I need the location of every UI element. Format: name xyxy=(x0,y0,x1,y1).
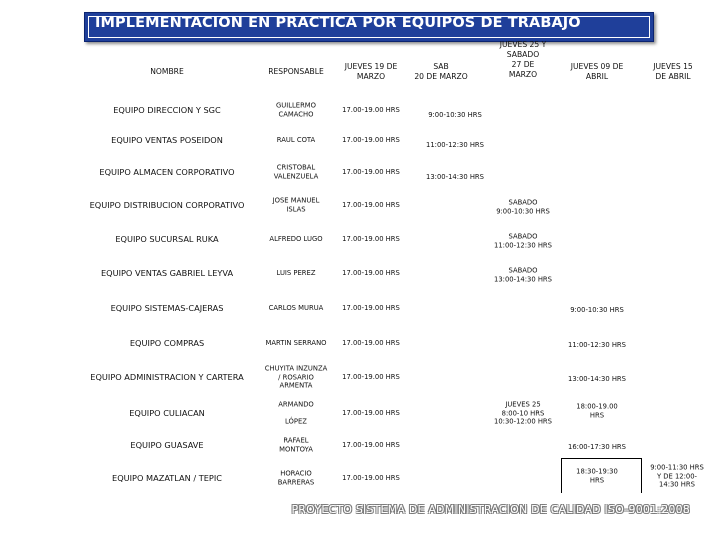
row-jueves-19 xyxy=(342,373,400,382)
row-jueves-09 xyxy=(568,375,626,384)
row-responsable xyxy=(276,102,316,119)
row-nombre xyxy=(101,268,233,278)
header-jueves-25-line: SABADO xyxy=(506,50,540,59)
row-responsable xyxy=(279,437,313,454)
row-nombre xyxy=(112,473,222,483)
row-jueves-25 xyxy=(496,199,550,216)
row-jueves-25-line: SABADO xyxy=(508,232,538,241)
row-responsable xyxy=(277,269,316,278)
row-jueves-09 xyxy=(570,306,624,315)
row-nombre xyxy=(113,105,220,115)
row-jueves-19 xyxy=(342,235,400,244)
row-responsable-line: CHUYITA INZUNZA xyxy=(264,364,328,373)
title-banner xyxy=(84,12,654,42)
row-jueves-19-line: 17.00-19.00 HRS xyxy=(342,372,400,381)
row-jueves-19-line: 17.00-19.00 HRS xyxy=(342,200,400,209)
row-nombre-line: EQUIPO SUCURSAL RUKA xyxy=(115,234,219,244)
divider-jueves09-top xyxy=(561,458,641,459)
header-jueves-25-line: 27 DE xyxy=(511,60,535,69)
divider-jueves15-bottom xyxy=(641,458,642,493)
row-sab-20-line: 11:00-12:30 HRS xyxy=(426,140,484,149)
row-jueves-09 xyxy=(576,468,618,485)
row-jueves-09-line: HRS xyxy=(589,476,605,484)
header-jueves-19-line: JUEVES 19 DE xyxy=(344,62,398,71)
row-responsable-line: JOSE MANUEL xyxy=(272,196,320,205)
row-jueves-19 xyxy=(342,168,400,177)
row-jueves-19-line: 17.00-19.00 HRS xyxy=(342,408,400,417)
row-responsable xyxy=(273,197,320,214)
row-responsable-line: ALFREDO LUGO xyxy=(269,234,323,243)
row-jueves-19 xyxy=(342,474,400,483)
row-responsable-line: ARMENTA xyxy=(279,381,313,390)
row-jueves-19 xyxy=(342,136,400,145)
row-responsable-line: LÓPEZ xyxy=(285,417,307,426)
row-responsable-line xyxy=(278,409,314,418)
row-jueves-19-line: 17.00-19.00 HRS xyxy=(342,303,400,312)
row-responsable-line: ARMANDO xyxy=(278,400,314,409)
row-responsable-line: / ROSARIO xyxy=(278,372,314,381)
row-jueves-19-line: 17.00-19.00 HRS xyxy=(342,268,400,277)
row-nombre xyxy=(90,372,243,382)
row-jueves-19 xyxy=(342,441,400,450)
row-jueves-19-line: 17.00-19.00 HRS xyxy=(342,473,400,482)
row-sab-20 xyxy=(426,141,484,150)
row-responsable-line: ISLAS xyxy=(286,205,306,213)
row-jueves-25-line: 11:00-12:30 HRS xyxy=(494,241,552,249)
row-responsable-line: GUILLERMO xyxy=(275,101,317,110)
row-nombre-line: EQUIPO COMPRAS xyxy=(129,338,205,348)
header-jueves-19-line: MARZO xyxy=(356,72,386,81)
row-nombre-line: EQUIPO DIRECCION Y SGC xyxy=(113,105,221,115)
row-jueves-19 xyxy=(342,339,400,348)
row-nombre-line: EQUIPO CULIACAN xyxy=(129,408,205,418)
row-responsable-line: MONTOYA xyxy=(279,445,313,453)
row-jueves-25-line: 10:30-12:00 HRS xyxy=(494,417,552,426)
divider-jueves09-bottom xyxy=(561,458,562,493)
row-responsable xyxy=(265,339,326,348)
row-jueves-09-line: 18:00-19.00 xyxy=(576,402,618,411)
row-jueves-15 xyxy=(650,463,704,489)
header-jueves-19 xyxy=(345,62,398,82)
row-jueves-25-line: 8:00-10 HRS xyxy=(501,408,545,417)
row-jueves-19-line: 17.00-19.00 HRS xyxy=(342,440,400,449)
row-sab-20 xyxy=(428,111,482,120)
row-nombre-line: EQUIPO SISTEMAS-CAJERAS xyxy=(110,303,224,313)
row-jueves-25-line: JUEVES 25 xyxy=(505,400,541,409)
header-sab-20-line: 20 DE MARZO xyxy=(414,72,468,81)
row-responsable xyxy=(278,470,314,487)
row-jueves-09-line: HRS xyxy=(589,411,605,419)
row-jueves-19-line: 17.00-19.00 HRS xyxy=(342,105,400,114)
header-jueves-25-line: JUEVES 25 Y xyxy=(499,40,547,49)
row-responsable-line: MARTIN SERRANO xyxy=(265,338,327,347)
row-responsable xyxy=(278,400,314,426)
row-responsable xyxy=(269,304,324,313)
row-jueves-19-line: 17.00-19.00 HRS xyxy=(342,167,400,176)
row-jueves-09-line: 16:00-17:30 HRS xyxy=(568,442,626,451)
header-responsable-line: RESPONSABLE xyxy=(268,67,324,76)
footer-caption: PROYECTO SISTEMA DE ADMINISTRACION DE CALIDAD ISO-9001:2008 xyxy=(291,503,690,516)
row-nombre xyxy=(115,234,218,244)
row-jueves-09-line: 9:00-10:30 HRS xyxy=(570,305,624,314)
row-jueves-09 xyxy=(568,341,626,350)
row-jueves-15-line: 9:00-11:30 HRS xyxy=(650,463,704,472)
row-jueves-19 xyxy=(342,201,400,210)
row-responsable xyxy=(274,164,319,181)
row-nombre xyxy=(111,303,224,313)
row-jueves-25 xyxy=(494,267,552,284)
row-jueves-19-line: 17.00-19.00 HRS xyxy=(342,234,400,243)
row-jueves-19 xyxy=(342,409,400,418)
row-jueves-25 xyxy=(494,400,552,426)
row-jueves-09 xyxy=(568,443,626,452)
row-sab-20 xyxy=(426,173,484,182)
header-jueves-15-line: JUEVES 15 xyxy=(653,62,693,71)
row-nombre xyxy=(130,338,204,348)
row-nombre-line: EQUIPO MAZATLAN / TEPIC xyxy=(112,473,222,483)
header-jueves-15-line: DE ABRIL xyxy=(655,72,691,81)
row-jueves-15-line: 14:30 HRS xyxy=(659,480,695,489)
row-nombre xyxy=(99,167,234,177)
header-jueves-25-line: MARZO xyxy=(508,70,538,79)
row-jueves-25-line: SABADO xyxy=(508,198,538,207)
row-nombre-line: EQUIPO ALMACEN CORPORATIVO xyxy=(99,167,235,177)
row-responsable-line: VALENZUELA xyxy=(273,172,319,180)
row-nombre xyxy=(90,200,245,210)
row-nombre-line: EQUIPO VENTAS POSEIDON xyxy=(111,135,223,145)
row-responsable-line: CARLOS MURUA xyxy=(268,303,324,312)
row-responsable-line: HORACIO xyxy=(280,469,312,478)
header-jueves-15 xyxy=(653,62,693,82)
row-responsable-line: CAMACHO xyxy=(278,110,314,118)
row-responsable xyxy=(277,136,315,145)
row-jueves-19 xyxy=(342,269,400,278)
row-jueves-09-line: 11:00-12:30 HRS xyxy=(568,340,626,349)
row-responsable-line: CRISTOBAL xyxy=(276,163,316,172)
row-responsable-line: RAUL COTA xyxy=(276,135,316,144)
row-nombre xyxy=(129,408,205,418)
row-nombre xyxy=(111,135,223,145)
row-nombre xyxy=(130,440,203,450)
header-nombre-line: NOMBRE xyxy=(150,67,184,76)
header-jueves-09-line: ABRIL xyxy=(585,72,609,81)
page-title: IMPLEMENTACION EN PRACTICA POR EQUIPOS DE TRABAJO xyxy=(95,15,581,31)
header-jueves-09-line: JUEVES 09 DE xyxy=(570,62,624,71)
row-jueves-09-line: 13:00-14:30 HRS xyxy=(568,374,626,383)
row-jueves-19 xyxy=(342,106,400,115)
row-responsable xyxy=(269,235,322,244)
header-responsable xyxy=(268,67,324,77)
row-sab-20-line: 13:00-14:30 HRS xyxy=(426,172,484,181)
header-jueves-25 xyxy=(500,40,547,80)
row-jueves-19-line: 17.00-19.00 HRS xyxy=(342,338,400,347)
row-responsable-line: LUIS PEREZ xyxy=(276,268,316,277)
row-nombre-line: EQUIPO ADMINISTRACION Y CARTERA xyxy=(90,372,244,382)
row-jueves-25-line: SABADO xyxy=(508,266,538,275)
row-responsable-line: BARRERAS xyxy=(277,478,315,486)
header-sab-20 xyxy=(414,62,467,82)
row-jueves-15-line: Y DE 12:00- xyxy=(656,471,698,480)
row-nombre-line: EQUIPO DISTRIBUCION CORPORATIVO xyxy=(89,200,245,210)
row-jueves-25 xyxy=(494,233,552,250)
row-jueves-19 xyxy=(342,304,400,313)
row-jueves-25-line: 13:00-14:30 HRS xyxy=(494,275,552,283)
row-jueves-19-line: 17.00-19.00 HRS xyxy=(342,135,400,144)
row-responsable xyxy=(265,364,328,390)
row-responsable-line: RAFAEL xyxy=(283,436,309,445)
row-sab-20-line: 9:00-10:30 HRS xyxy=(428,110,482,119)
header-nombre xyxy=(150,67,184,77)
header-sab-20-line: SAB xyxy=(433,62,449,71)
header-jueves-09 xyxy=(571,62,624,82)
row-nombre-line: EQUIPO VENTAS GABRIEL LEYVA xyxy=(100,268,234,278)
row-nombre-line: EQUIPO GUASAVE xyxy=(130,440,204,450)
row-jueves-25-line: 9:00-10:30 HRS xyxy=(496,207,550,215)
row-jueves-09 xyxy=(576,403,618,420)
row-jueves-09-line: 18:30-19:30 xyxy=(576,467,618,476)
